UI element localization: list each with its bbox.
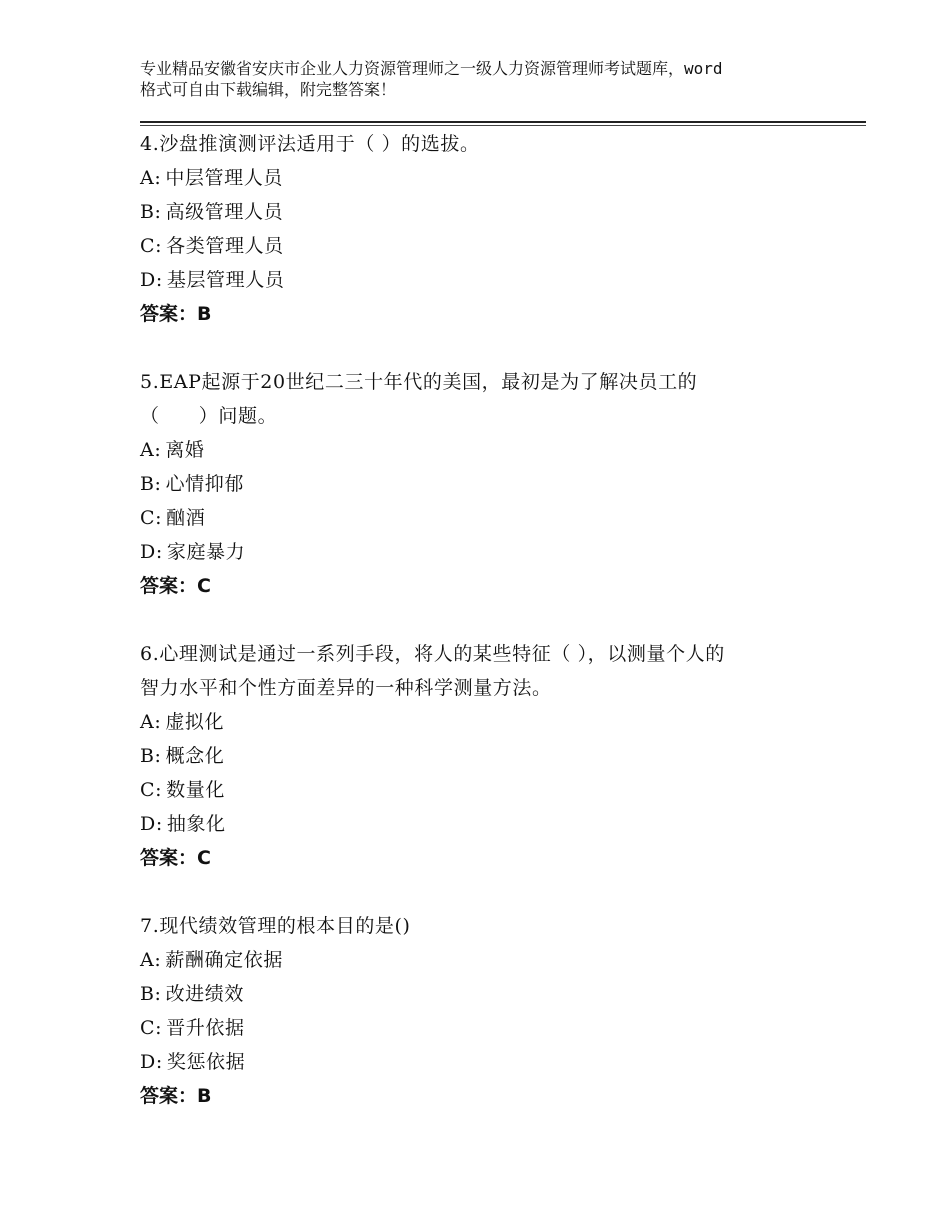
question-5 [140,365,840,603]
option-label: C: [140,507,163,529]
option-text: 中层管理人员 [165,167,283,189]
option-label: B: [140,983,162,1005]
option-b [140,977,840,1011]
option-d [140,263,840,297]
question-stem-continued: （ ）问题。 [140,405,278,427]
header-line-2: 格式可自由下载编辑，附完整答案！ [140,80,397,99]
option-a [140,943,840,977]
question-7 [140,909,840,1113]
option-text: 晋升依据 [166,1017,245,1039]
option-b [140,739,840,773]
option-a [140,705,840,739]
option-label: A: [140,167,162,189]
document-header [140,58,840,100]
option-text: 薪酬确定依据 [165,949,283,971]
option-text: 基层管理人员 [166,269,285,291]
option-c [140,773,840,807]
option-text: 离婚 [165,439,205,461]
option-label: C: [140,1017,163,1039]
option-text: 奖惩依据 [166,1051,246,1073]
option-text: 酗酒 [166,507,206,529]
option-b [140,195,840,229]
option-text: 数量化 [166,779,225,801]
option-text: 心情抑郁 [165,473,244,495]
option-label: D: [140,269,163,291]
option-label: B: [140,473,162,495]
option-label: A: [140,949,162,971]
option-text: 抽象化 [166,813,226,835]
option-a [140,433,840,467]
question-list [140,127,840,1113]
question-stem: 5.EAP起源于20世纪二三十年代的美国，最初是为了解决员工的 [140,371,698,393]
option-d [140,807,840,841]
option-d [140,535,840,569]
option-label: A: [140,439,162,461]
header-divider-thick [140,121,866,123]
option-label: D: [140,541,163,563]
option-text: 虚拟化 [165,711,225,733]
question-4 [140,127,840,331]
answer-key: 答案：B [140,303,212,325]
question-stem-continued: 智力水平和个性方面差异的一种科学测量方法。 [140,677,552,699]
option-text: 各类管理人员 [166,235,284,257]
option-label: D: [140,813,163,835]
option-text: 改进绩效 [165,983,244,1005]
answer-key: 答案：C [140,575,211,597]
option-text: 高级管理人员 [165,201,284,223]
option-label: D: [140,1051,163,1073]
option-label: A: [140,711,162,733]
option-b [140,467,840,501]
option-c [140,501,840,535]
header-divider-thin [140,125,866,126]
question-6 [140,637,840,875]
answer-key: 答案：C [140,847,211,869]
option-a [140,161,840,195]
option-c [140,229,840,263]
option-label: B: [140,745,162,767]
option-text: 概念化 [165,745,225,767]
option-label: B: [140,201,162,223]
option-d [140,1045,840,1079]
option-label: C: [140,235,163,257]
option-label: C: [140,779,163,801]
question-stem: 7.现代绩效管理的根本目的是() [140,915,411,937]
option-c [140,1011,840,1045]
header-line-1: 专业精品安徽省安庆市企业人力资源管理师之一级人力资源管理师考试题库，word [140,59,723,78]
question-stem: 6.心理测试是通过一系列手段，将人的某些特征（ ），以测量个人的 [140,643,725,665]
option-text: 家庭暴力 [166,541,246,563]
question-stem: 4.沙盘推演测评法适用于（ ）的选拔。 [140,133,480,155]
answer-key: 答案：B [140,1085,212,1107]
